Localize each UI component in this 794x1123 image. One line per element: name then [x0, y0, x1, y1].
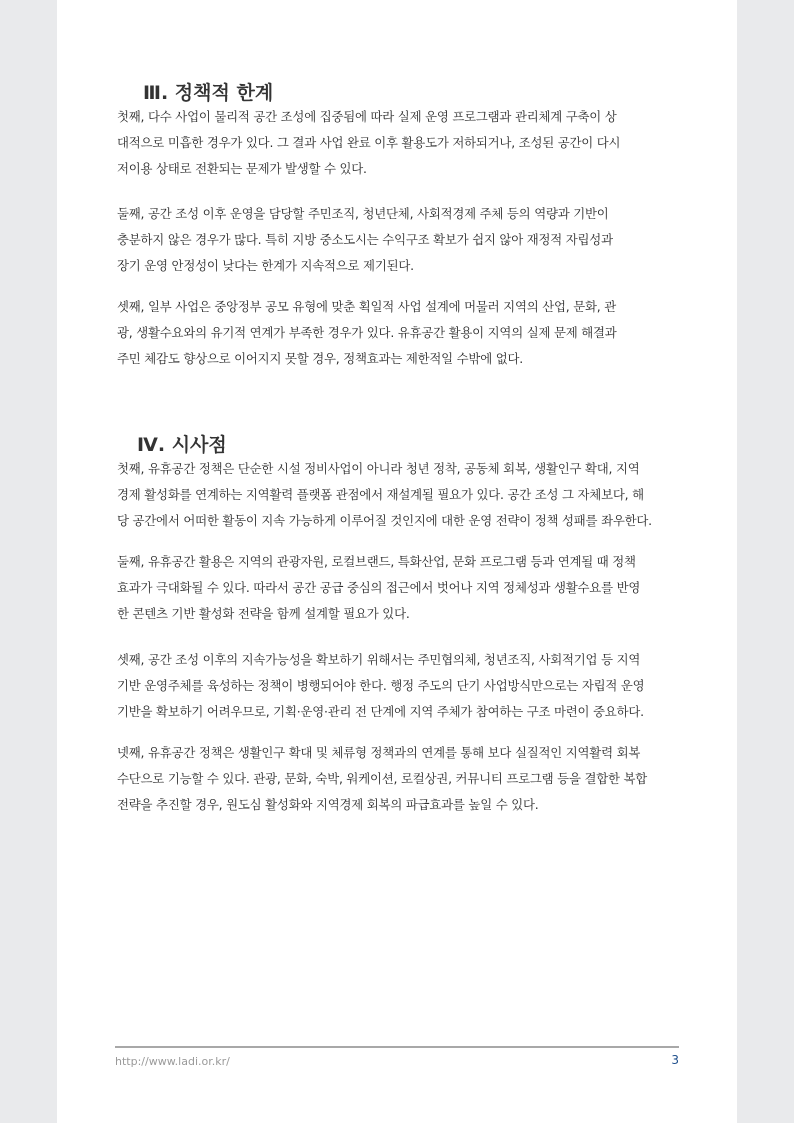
- page-number: 3: [671, 1053, 679, 1067]
- text-line: 전략을 추진할 경우, 원도심 활성화와 지역경제 회복의 파급효과를 높일 수 있다.: [117, 797, 539, 812]
- document-page: [57, 0, 737, 1123]
- text-line: 저이용 상태로 전환되는 문제가 발생할 수 있다.: [117, 161, 367, 176]
- paragraph-limits-second: [117, 201, 682, 279]
- paragraph-implications-fourth: [117, 740, 682, 818]
- text-line: 장기 운영 안정성이 낮다는 한계가 지속적으로 제기된다.: [117, 258, 414, 273]
- text-line: 수단으로 기능할 수 있다. 관광, 문화, 숙박, 워케이션, 로컬상권, 커뮤니티 프로그램 등을 결합한 복합: [117, 771, 648, 786]
- paragraph-implications-third: [117, 647, 682, 725]
- text-line: 넷째, 유휴공간 정책은 생활인구 확대 및 체류형 정책과의 연계를 통해 보다 실질적인 지역활력 회복: [117, 745, 641, 760]
- text-line: 기반 운영주체를 육성하는 정책이 병행되어야 한다. 행정 주도의 단기 사업방식만으로는 자립적 운영: [117, 678, 645, 693]
- text-line: 광, 생활수요와의 유기적 연계가 부족한 경우가 있다. 유휴공간 활용이 지역의 실제 문제 해결과: [117, 325, 617, 340]
- paragraph-implications-first: [117, 456, 682, 534]
- text-line: 주민 체감도 향상으로 이어지지 못할 경우, 정책효과는 제한적일 수밖에 없다.: [117, 351, 523, 366]
- paragraph-limits-third: [117, 294, 682, 372]
- section-heading-implications: Ⅳ. 시사점: [137, 433, 227, 456]
- text-line: 기반을 확보하기 어려우므로, 기획·운영·관리 전 단계에 지역 주체가 참여하는 구조 마련이 중요하다.: [117, 704, 644, 719]
- text-line: 한 콘텐츠 기반 활성화 전략을 함께 설계할 필요가 있다.: [117, 606, 410, 621]
- text-line: 첫째, 유휴공간 정책은 단순한 시설 정비사업이 아니라 청년 정착, 공동체 회복, 생활인구 확대, 지역: [117, 461, 640, 476]
- text-line: 첫째, 다수 사업이 물리적 공간 조성에 집중됨에 따라 실제 운영 프로그램과 관리체계 구축이 상: [117, 109, 617, 124]
- section-heading-policy-limits: Ⅲ. 정책적 한계: [143, 81, 274, 104]
- paragraph-implications-second: [117, 549, 682, 627]
- footer-url-link[interactable]: http://www.ladi.or.kr/: [115, 1055, 230, 1068]
- text-line: 당 공간에서 어떠한 활동이 지속 가능하게 이루어질 것인지에 대한 운영 전략이 정책 성패를 좌우한다.: [117, 513, 652, 528]
- text-line: 셋째, 일부 사업은 중앙정부 공모 유형에 맞춘 획일적 사업 설계에 머물러 지역의 산업, 문화, 관: [117, 299, 617, 314]
- paragraph-limits-first: [117, 104, 682, 182]
- text-line: 둘째, 공간 조성 이후 운영을 담당할 주민조직, 청년단체, 사회적경제 주체 등의 역량과 기반이: [117, 206, 609, 221]
- text-line: 대적으로 미흡한 경우가 있다. 그 결과 사업 완료 이후 활용도가 저하되거나, 조성된 공간이 다시: [117, 135, 621, 150]
- text-line: 충분하지 않은 경우가 많다. 특히 지방 중소도시는 수익구조 확보가 쉽지 않아 재정적 자립성과: [117, 232, 613, 247]
- text-line: 경제 활성화를 연계하는 지역활력 플랫폼 관점에서 재설계될 필요가 있다. 공간 조성 그 자체보다, 해: [117, 487, 644, 502]
- text-line: 둘째, 유휴공간 활용은 지역의 관광자원, 로컬브랜드, 특화산업, 문화 프로그램 등과 연계될 때 정책: [117, 554, 636, 569]
- footer-divider: [115, 1046, 679, 1048]
- text-line: 셋째, 공간 조성 이후의 지속가능성을 확보하기 위해서는 주민협의체, 청년조직, 사회적기업 등 지역: [117, 652, 641, 667]
- text-line: 효과가 극대화될 수 있다. 따라서 공간 공급 중심의 접근에서 벗어나 지역 정체성과 생활수요를 반영: [117, 580, 641, 595]
